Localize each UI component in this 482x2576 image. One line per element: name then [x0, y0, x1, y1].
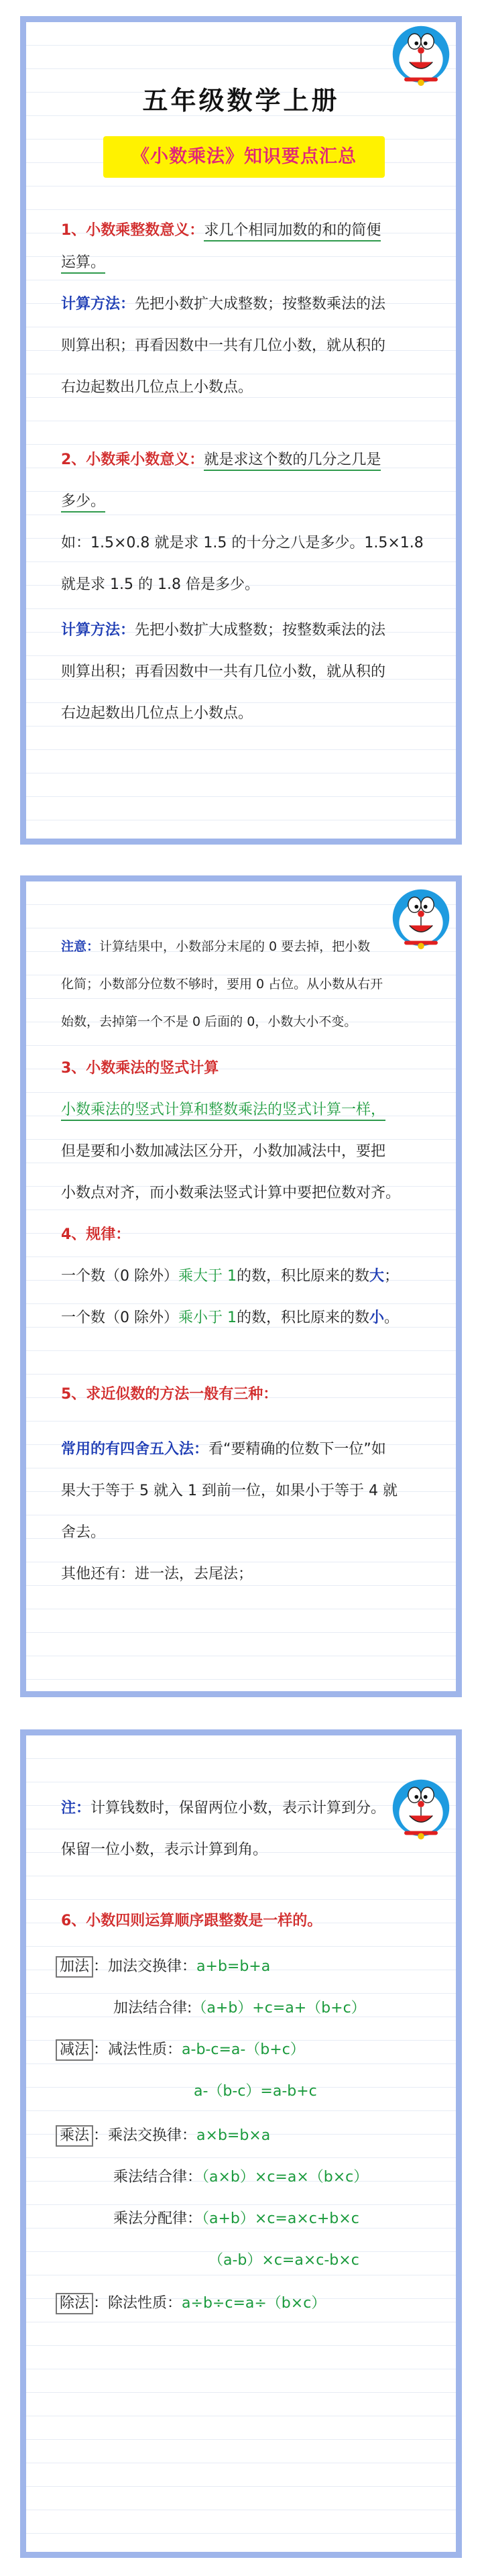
rule-1-prefix: 一个数（0 除外）	[61, 1268, 178, 1285]
calc-method-2-label: 计算方法：	[61, 622, 135, 639]
sub-prop-line	[56, 2039, 438, 2061]
method-1-text-1: 看“要精确的位数下一位”如	[208, 1441, 386, 1458]
rule-2-prefix: 一个数（0 除外）	[61, 1309, 178, 1326]
div-prop-formula: a÷b÷c=a÷（b×c）	[182, 2295, 326, 2312]
sub-prop-formula: a-b-c=a-（b+c）	[182, 2041, 305, 2058]
rule-1-result: 大	[369, 1268, 385, 1285]
section-1-heading: 1、小数乘整数意义：	[61, 222, 204, 239]
add-assoc-formula: （a+b）+c=a+（b+c）	[192, 2000, 366, 2017]
section-3-highlight: 小数乘法的竖式计算和整数乘法的竖式计算一样，	[61, 1102, 385, 1121]
calc-method-text-1: 先把小数扩大成整数；按整数乘法的法	[135, 296, 386, 313]
section-3-heading-text: 3、小数乘法的竖式计算	[61, 1060, 219, 1077]
calc-method-label: 计算方法：	[61, 296, 135, 313]
section-4-heading-text: 4、规律：	[61, 1226, 131, 1243]
section-3-line-3: 小数点对齐，而小数乘法竖式计算中要把位数对齐。	[61, 1185, 401, 1201]
calc-method-line-1	[61, 293, 438, 316]
section-3-line-1	[61, 1099, 438, 1122]
section-1-definition-cont	[61, 252, 438, 274]
section-1-definition-tail: 运算。	[61, 254, 105, 274]
rule-2-condition: 乘小于 1	[178, 1309, 237, 1326]
rule-2-end: 。	[384, 1309, 400, 1326]
mul-assoc-label: 乘法结合律：	[113, 2169, 202, 2186]
mul-swap-line	[56, 2125, 438, 2147]
section-2-definition-cont	[61, 490, 438, 513]
mul-swap-label: ：乘法交换律：	[93, 2127, 197, 2144]
mul-dist-formula: （a+b）×c=a×c+b×c	[202, 2210, 359, 2227]
calc-method-2-line-2: 则算出积；再看因数中一共有几位小数，就从积的	[61, 663, 386, 680]
sub-prop-label: ：减法性质：	[93, 2041, 182, 2058]
div-prop-label: ：除法性质：	[93, 2295, 182, 2312]
section-6-heading	[61, 1910, 438, 1933]
add-assoc-line	[113, 1997, 438, 2020]
card-3	[20, 1729, 462, 2558]
div-tag: 除法	[56, 2293, 93, 2314]
mul-dist-line	[113, 2208, 438, 2231]
note-line-1	[61, 935, 438, 958]
card-2	[20, 875, 462, 1697]
sub-prop-2-line	[194, 2080, 438, 2103]
section-2-definition: 就是求这个数的几分之几是	[204, 451, 381, 471]
mul-swap-formula: a×b=b×a	[196, 2127, 271, 2144]
doraemon-mascot-icon	[389, 22, 453, 87]
rule-line-2	[61, 1307, 438, 1330]
section-1-definition: 求几个相同加数的和的简便	[204, 222, 381, 241]
add-swap-formula: a+b=b+a	[196, 1958, 271, 1975]
method-1-line-1	[61, 1438, 438, 1461]
mul-assoc-formula: （a×b）×c=a×（b×c）	[202, 2169, 369, 2186]
example-line-2: 就是求 1.5 的 1.8 倍是多少。	[61, 576, 259, 593]
money-note-text-1: 计算钱数时，保留两位小数，表示计算到分。	[91, 1800, 386, 1817]
calc-method-2-text-1: 先把小数扩大成整数；按整数乘法的法	[135, 622, 386, 639]
sub-prop-2-formula: a-（b-c）=a-b+c	[194, 2083, 317, 2100]
rule-2-middle: 的数，积比原来的数	[237, 1309, 370, 1326]
section-3-heading	[61, 1057, 438, 1080]
note-line-2: 化简；小数部分位数不够时，要用 0 占位。从小数从右开	[61, 977, 383, 991]
rule-line-1	[61, 1265, 438, 1288]
add-assoc-label: 加法结合律:	[113, 2000, 192, 2017]
rule-1-condition: 乘大于 1	[178, 1268, 237, 1285]
note-text-1: 计算结果中，小数部分末尾的 0 要去掉，把小数	[99, 939, 371, 954]
example-line-1: 如：1.5×0.8 就是求 1.5 的十分之八是多少。1.5×1.8	[61, 535, 424, 551]
calc-method-2-line-3: 右边起数出几位点上小数点。	[61, 705, 253, 722]
add-swap-label: ：加法交换律：	[93, 1958, 197, 1975]
note-line-3: 始数，去掉第一个不是 0 后面的 0，小数大小不变。	[61, 1014, 357, 1029]
mul-dist-2-line	[208, 2249, 438, 2272]
section-6-heading-text: 6、小数四则运算顺序跟整数是一样的。	[61, 1913, 322, 1929]
note-label: 注意：	[61, 939, 100, 954]
div-prop-line	[56, 2292, 438, 2315]
calc-method-2-line-1	[61, 619, 438, 642]
mul-assoc-line	[113, 2166, 438, 2189]
section-2-heading: 2、小数乘小数意义：	[61, 451, 204, 468]
money-note-line-1	[61, 1797, 438, 1820]
method-1-label: 常用的有四舍五入法：	[61, 1441, 209, 1458]
section-2-heading-line	[61, 449, 438, 472]
rule-1-end: ；	[384, 1268, 400, 1285]
section-4-heading	[61, 1224, 438, 1246]
calc-method-line-2: 则算出积；再看因数中一共有几位小数，就从积的	[61, 337, 386, 354]
mul-dist-2-formula: （a-b）×c=a×c-b×c	[208, 2252, 359, 2269]
section-5-heading-text: 5、求近似数的方法一般有三种：	[61, 1386, 278, 1403]
section-1-heading-line	[61, 219, 438, 242]
calc-method-line-3: 右边起数出几位点上小数点。	[61, 379, 253, 396]
section-3-line-2: 但是要和小数加减法区分开，小数加减法中，要把	[61, 1143, 386, 1160]
money-note-line-2: 保留一位小数，表示计算到角。	[61, 1841, 268, 1858]
card-1	[20, 16, 462, 845]
rule-1-middle: 的数，积比原来的数	[237, 1268, 370, 1285]
add-swap-line	[56, 1955, 438, 1978]
sub-tag: 减法	[56, 2039, 93, 2061]
page-title: 五年级数学上册	[142, 86, 340, 115]
add-tag: 加法	[56, 1956, 93, 1978]
rule-2-result: 小	[369, 1309, 385, 1326]
method-1-line-2: 果大于等于 5 就入 1 到前一位，如果小于等于 4 就	[61, 1483, 398, 1499]
money-note-label: 注：	[61, 1800, 91, 1817]
page-subtitle: 《小数乘法》知识要点汇总	[103, 136, 385, 178]
mul-tag: 乘法	[56, 2125, 93, 2147]
method-2-line: 其他还有：进一法，去尾法；	[61, 1566, 253, 1582]
method-1-line-3: 舍去。	[61, 1524, 106, 1541]
section-5-heading	[61, 1383, 438, 1406]
section-2-definition-tail: 多少。	[61, 493, 105, 513]
mul-dist-label: 乘法分配律：	[113, 2210, 202, 2227]
